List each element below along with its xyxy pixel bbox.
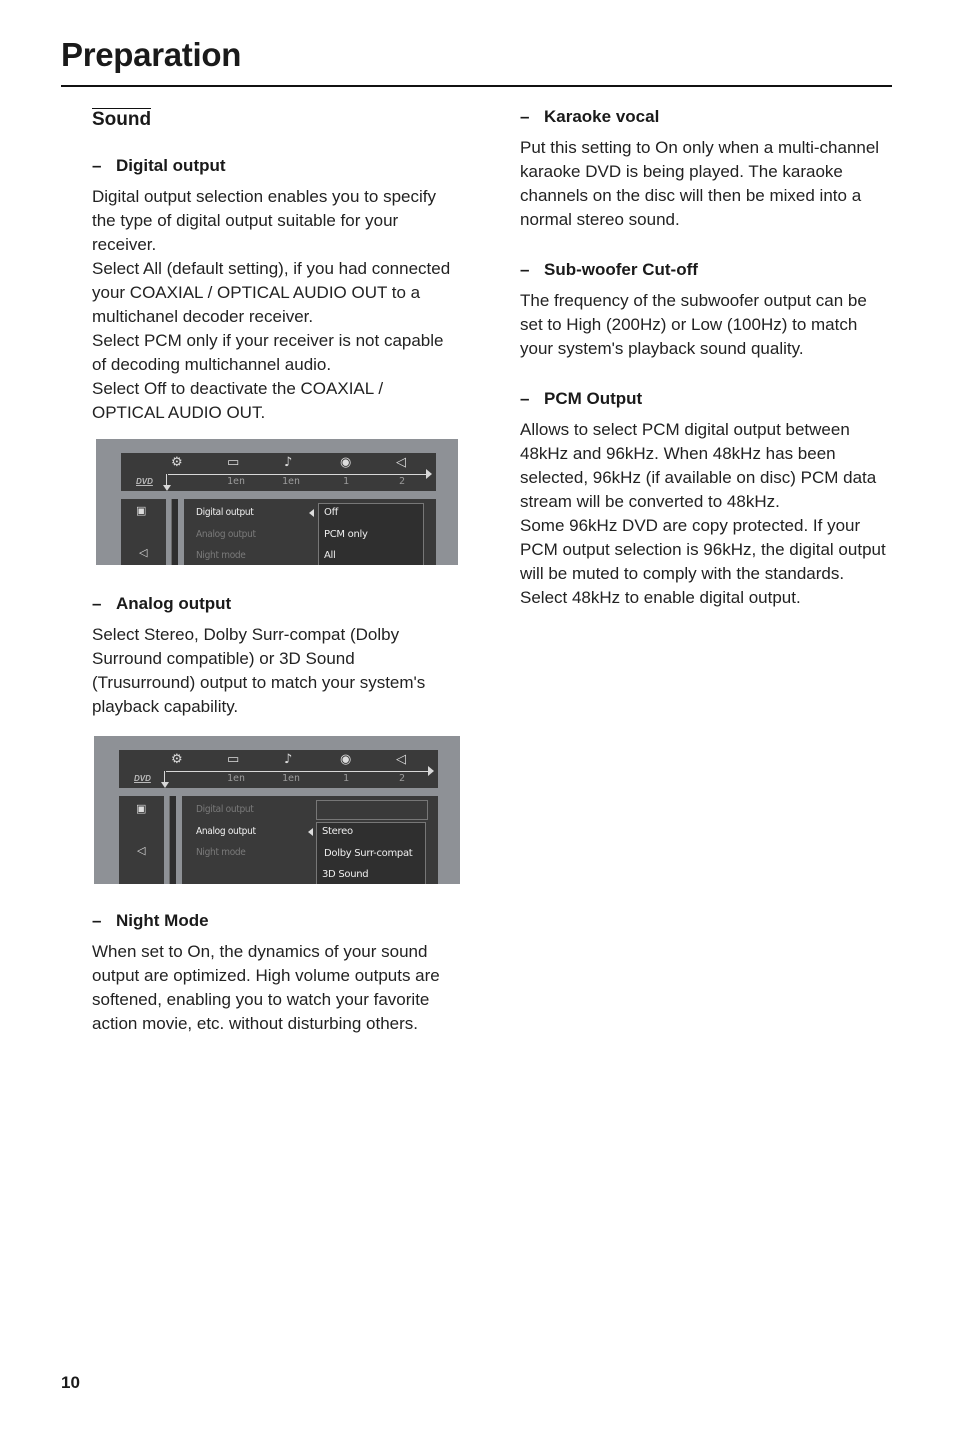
speaker-icon: ◁ xyxy=(396,455,406,470)
option-3d-sound[interactable]: 3D Sound xyxy=(322,869,369,880)
subheading-night-mode xyxy=(92,910,462,932)
tab-value: 1 xyxy=(343,476,350,487)
subheading-analog-output xyxy=(92,593,462,615)
subheading-label: Analog output xyxy=(116,594,232,613)
analog-output-text: Select Stereo, Dolby Surr-compat (Dolby Surround compatible) or 3D Sound (Trusurround) output to match your system's playback capability. xyxy=(92,625,426,716)
dash: – xyxy=(520,260,530,279)
tab-value: 1 xyxy=(343,773,350,784)
dvd-logo: DVD xyxy=(136,477,153,486)
option-off[interactable]: Off xyxy=(324,507,339,518)
option-pcm-only[interactable]: PCM only xyxy=(324,529,368,540)
title-rule xyxy=(61,85,892,87)
pcm-output-text: Allows to select PCM digital output between 48kHz and 96kHz. When 48kHz has been selected, 96kHz (if available on disc) PCM data stream will be converted to 48kHz. Some 96kHz DVD are copy protected. If your PCM output selection is 96kHz, the digital output will be muted to comply with the standards. Select 48kHz to enable digital output. xyxy=(520,420,886,607)
subheading-label: Digital output xyxy=(116,156,226,175)
left-column xyxy=(92,100,462,1036)
menu-item-digital-output[interactable]: Digital output xyxy=(196,507,254,518)
audio-icon: ♪ xyxy=(284,455,293,470)
page-title: Preparation xyxy=(61,36,242,73)
subheading-label: PCM Output xyxy=(544,389,643,408)
subheading-karaoke-vocal xyxy=(520,106,898,128)
disc-icon: ◉ xyxy=(340,455,352,470)
disc-icon: ◉ xyxy=(340,752,352,767)
picture-icon: ▣ xyxy=(136,504,147,517)
dash: – xyxy=(520,389,530,408)
right-column xyxy=(520,106,898,610)
speaker-icon: ◁ xyxy=(396,752,406,767)
menu-item-night-mode[interactable]: Night mode xyxy=(196,847,246,858)
subtitle-icon: ▭ xyxy=(227,752,240,767)
dvd-logo: DVD xyxy=(134,774,151,783)
karaoke-vocal-text: Put this setting to On only when a multi-channel karaoke DVD is being played. The karaoke channels on the disc will then be mixed into a normal stereo sound. xyxy=(520,138,880,229)
settings-icon: ⚙ xyxy=(171,455,183,470)
option-dolby-surr-compat[interactable]: Dolby Surr-compat xyxy=(324,848,413,859)
tab-value: 1en xyxy=(282,476,301,487)
menu-item-analog-output[interactable]: Analog output xyxy=(196,529,256,540)
audio-icon: ♪ xyxy=(284,752,293,767)
subheading-label: Night Mode xyxy=(116,911,209,930)
subheading-subwoofer-cutoff xyxy=(520,259,898,281)
osd-screenshot-analog-output xyxy=(94,736,460,884)
night-mode-text: When set to On, the dynamics of your sound output are optimized. High volume outputs are softened, enabling you to watch your favorite action movie, etc. without disturbing others. xyxy=(92,942,440,1033)
subwoofer-cutoff-text: The frequency of the subwoofer output can be set to High (200Hz) or Low (100Hz) to match your system's playback sound quality. xyxy=(520,291,867,358)
page-number: 10 xyxy=(61,1373,80,1392)
tab-value: 1en xyxy=(227,476,246,487)
menu-item-night-mode[interactable]: Night mode xyxy=(196,550,246,561)
dash: – xyxy=(92,594,102,613)
dash: – xyxy=(92,911,102,930)
option-stereo[interactable]: Stereo xyxy=(322,826,353,837)
option-all[interactable]: All xyxy=(324,550,336,561)
subheading-pcm-output xyxy=(520,388,898,410)
dash: – xyxy=(520,107,530,126)
picture-icon: ▣ xyxy=(136,802,147,815)
speaker-icon: ◁ xyxy=(137,844,146,857)
menu-item-analog-output[interactable]: Analog output xyxy=(196,826,256,837)
tab-value: 2 xyxy=(399,476,406,487)
menu-item-digital-output[interactable]: Digital output xyxy=(196,804,254,815)
subheading-digital-output xyxy=(92,155,462,177)
tab-value: 2 xyxy=(399,773,406,784)
subheading-label: Sub-woofer Cut-off xyxy=(544,260,698,279)
dash: – xyxy=(92,156,102,175)
subheading-label: Karaoke vocal xyxy=(544,107,660,126)
osd-screenshot-digital-output xyxy=(96,439,458,565)
tab-value: 1en xyxy=(282,773,301,784)
settings-icon: ⚙ xyxy=(171,752,183,767)
tab-value: 1en xyxy=(227,773,246,784)
digital-output-text: Digital output selection enables you to specify the type of digital output suitable for your receiver. Select All (default setting), if you had connected your COAXIAL / OPTICAL AUDIO OUT to a multichanel decoder receiver. Select PCM only if your receiver is not capable of decoding multichannel audio. Select Off to deactivate the COAXIAL / OPTICAL AUDIO OUT. xyxy=(92,187,451,422)
section-title: Sound xyxy=(92,109,152,130)
speaker-icon: ◁ xyxy=(139,546,148,559)
subtitle-icon: ▭ xyxy=(227,455,240,470)
